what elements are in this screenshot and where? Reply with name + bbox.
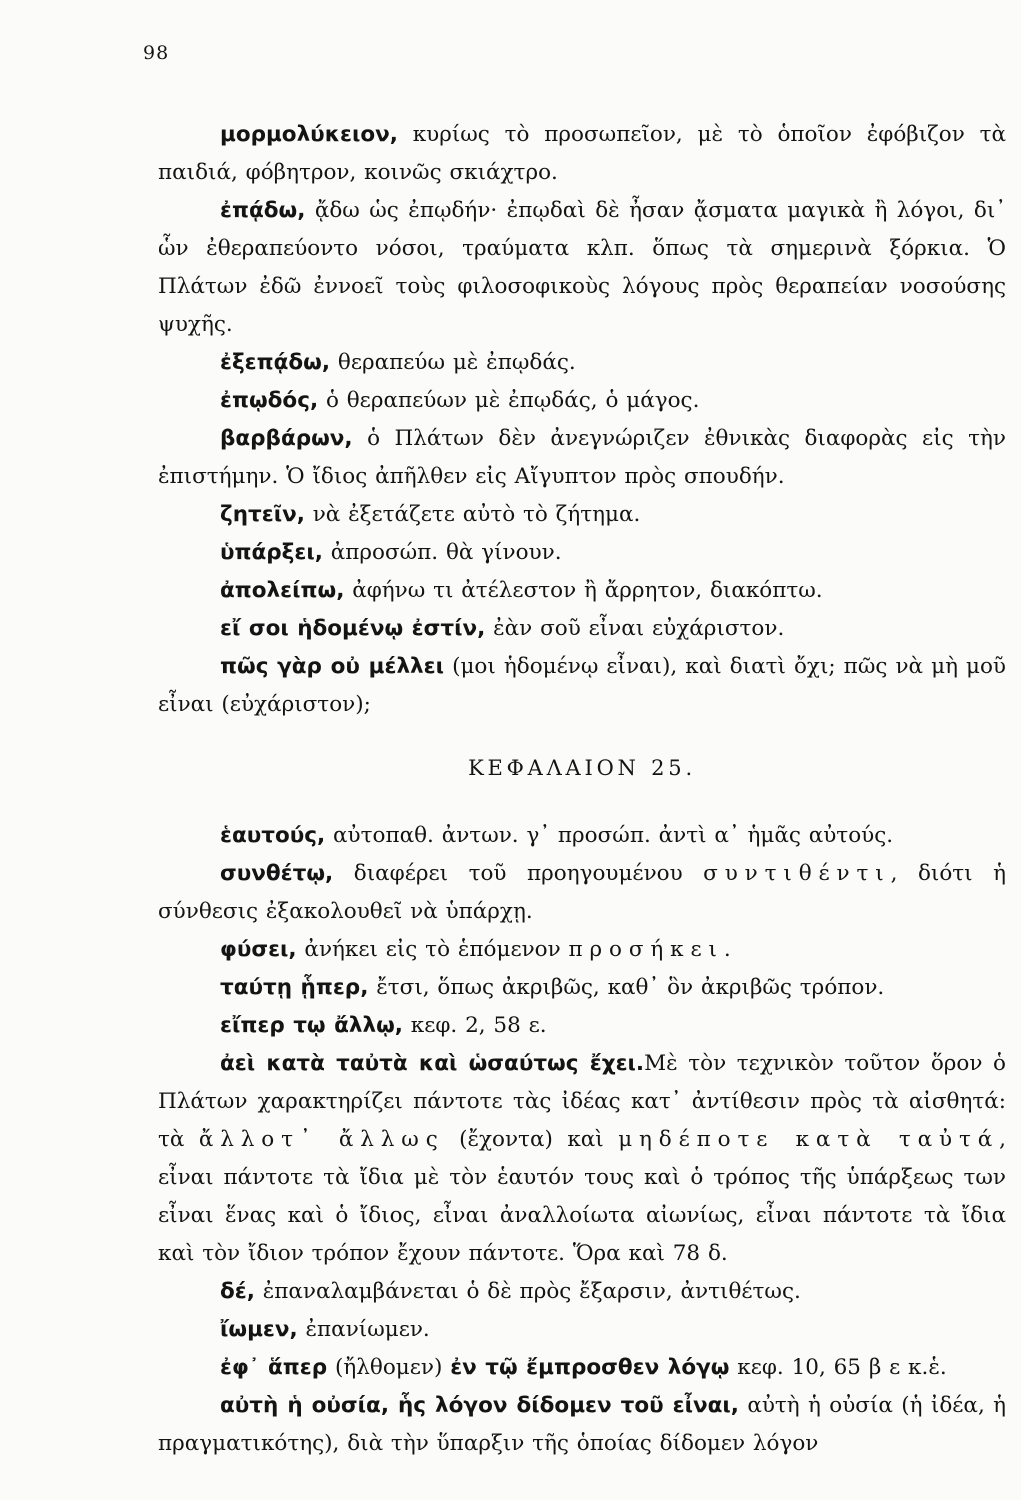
spaced-term: ἄλλοτ᾿ ἄλλως bbox=[198, 1127, 445, 1152]
lemma: ζητεῖν, bbox=[220, 502, 305, 527]
glossary-entry bbox=[158, 1007, 1006, 1045]
glossary-entry bbox=[158, 1045, 1006, 1273]
definition: κεφ. 2, 58 ε. bbox=[402, 1013, 547, 1038]
lemma: ἐξεπᾴδω, bbox=[220, 350, 331, 375]
lemma: ἴωμεν, bbox=[220, 1317, 298, 1342]
lemma: αὐτὴ ἡ οὐσία, ἧς λόγον δίδομεν τοῦ εἶναι, bbox=[220, 1393, 739, 1418]
glossary-entry bbox=[158, 572, 1006, 610]
definition: Μὲ τὸν τεχνικὸν τοῦτον ὅρον ὁ Πλάτων χαρακτηρίζει πάντοτε τὰς ἰδέας κατ᾿ ἀντίθεσιν πρὸς τὰ αἰσθητά: τὰ bbox=[158, 1051, 1006, 1152]
lemma: ὑπάρξει, bbox=[220, 540, 323, 565]
lemma: πῶς γὰρ οὐ μέλλει bbox=[220, 654, 445, 679]
lemma: ἐπᾴδω, bbox=[220, 198, 306, 223]
lemma: ἀεὶ κατὰ ταὐτὰ καὶ ὡσαύτως ἔχει. bbox=[220, 1051, 645, 1076]
glossary-text bbox=[158, 116, 1006, 1463]
lemma: βαρβάρων, bbox=[220, 426, 353, 451]
glossary-entry bbox=[158, 382, 1006, 420]
definition: ὁ θεραπεύων μὲ ἐπῳδάς, ὁ μάγος. bbox=[318, 388, 700, 413]
lemma: εἴ σοι ἡδομένῳ ἐστίν, bbox=[220, 616, 486, 641]
definition: ἀνήκει εἰς τὸ ἑπόμενον bbox=[296, 937, 569, 962]
lemma: εἴπερ τῳ ἄλλῳ, bbox=[220, 1013, 403, 1038]
definition: αὐτοπαθ. ἀντων. γ᾿ προσώπ. ἀντὶ α᾿ ἡμᾶς αὐτούς. bbox=[325, 823, 894, 848]
lemma: ἑαυτούς, bbox=[220, 823, 326, 848]
glossary-entry bbox=[158, 534, 1006, 572]
definition: (μοι ἡδομένῳ εἶναι), καὶ διατὶ ὄχι; πῶς νὰ μὴ μοῦ εἶναι (εὐχάριστον); bbox=[158, 654, 1006, 717]
definition: διαφέρει τοῦ προηγουμένου bbox=[333, 861, 704, 886]
glossary-entry bbox=[158, 116, 1006, 192]
definition: ὁ Πλάτων δὲν ἀνεγνώριζεν ἐθνικὰς διαφορὰς εἰς τὴν ἐπιστήμην. Ὁ ἴδιος ἀπῆλθεν εἰς Αἴγυπτον πρὸς σπουδήν. bbox=[158, 426, 1006, 489]
glossary-entry bbox=[158, 817, 1006, 855]
definition: αὐτὴ ἡ οὐσία (ἡ ἰδέα, ἡ πραγματικότης), διὰ τὴν ὕπαρξιν τῆς ὁποίας δίδομεν λόγον bbox=[158, 1393, 1007, 1456]
definition: ἔτσι, ὅπως ἀκριβῶς, καθ᾿ ὃν ἀκριβῶς τρόπον. bbox=[368, 975, 885, 1000]
definition: ἐὰν σοῦ εἶναι εὐχάριστον. bbox=[485, 616, 785, 641]
definition: ἐπαναλαμβάνεται ὁ δὲ πρὸς ἔξαρσιν, ἀντιθέτως. bbox=[254, 1279, 801, 1304]
glossary-entry bbox=[158, 192, 1006, 344]
lemma: συνθέτῳ, bbox=[220, 861, 334, 886]
lemma: φύσει, bbox=[220, 937, 297, 962]
glossary-entry bbox=[158, 1349, 1006, 1387]
glossary-entry bbox=[158, 648, 1006, 724]
definition: (ἔχοντα) καὶ bbox=[444, 1127, 619, 1152]
glossary-entry bbox=[158, 1273, 1006, 1311]
glossary-entry bbox=[158, 344, 1006, 382]
glossary-entry bbox=[158, 931, 1006, 969]
lemma: μορμολύκειον, bbox=[220, 122, 398, 147]
definition: (ἤλθομεν) bbox=[327, 1355, 451, 1380]
glossary-entry bbox=[158, 420, 1006, 496]
spaced-term: συντιθέντι bbox=[703, 861, 891, 886]
lemma: ταύτῃ ᾗπερ, bbox=[220, 975, 369, 1000]
lemma: ἀπολείπω, bbox=[220, 578, 345, 603]
lemma: ἐφ᾿ ἅπερ bbox=[220, 1355, 328, 1380]
lemma: ἐπῳδός, bbox=[220, 388, 319, 413]
definition: ἀπροσώπ. θὰ γίνουν. bbox=[322, 540, 562, 565]
lemma: ἐν τῷ ἔμπροσθεν λόγῳ bbox=[450, 1355, 730, 1380]
definition: ἐπανίωμεν. bbox=[297, 1317, 430, 1342]
definition: κυρίως τὸ προσωπεῖον, μὲ τὸ ὁποῖον ἐφόβιζον τὰ παιδιά, φόβητρον, κοινῶς σκιάχτρο. bbox=[158, 122, 1006, 185]
glossary-entry bbox=[158, 1311, 1006, 1349]
chapter-heading: ΚΕΦΑΛΑΙΟΝ 25. bbox=[468, 756, 696, 780]
lemma: δέ, bbox=[220, 1279, 255, 1304]
definition: ᾄδω ὡς ἐπῳδήν· ἐπῳδαὶ δὲ ἦσαν ᾄσματα μαγικὰ ἢ λόγοι, δι᾿ ὧν ἐθεραπεύοντο νόσοι, τραύματα κλπ. ὅπως τὰ σημερινὰ ξόρκια. Ὁ Πλάτων ἐδῶ ἐννοεῖ τοὺς φιλοσοφικοὺς λόγους πρὸς θεραπείαν νοσούσης ψυχῆς. bbox=[158, 198, 1006, 337]
definition: θεραπεύω μὲ ἐπῳδάς. bbox=[330, 350, 576, 375]
definition: , εἶναι πάντοτε τὰ ἴδια μὲ τὸν ἑαυτόν τους καὶ ὁ τρόπος τῆς ὑπάρξεως των εἶναι ἕνας καὶ ὁ ἴδιος, εἶναι ἀναλλοίωτα αἰωνίως, εἶναι πάντοτε τὰ ἴδια καὶ τὸν ἴδιον τρόπον ἔχουν πάντοτε. Ὅρα καὶ 78 δ. bbox=[158, 1127, 1006, 1266]
definition: . bbox=[723, 937, 731, 962]
glossary-entry bbox=[158, 969, 1006, 1007]
spaced-term: προσήκει bbox=[568, 937, 724, 962]
definition: νὰ ἐξετάζετε αὐτὸ τὸ ζήτημα. bbox=[304, 502, 641, 527]
definition: ἀφήνω τι ἀτέλεστον ἢ ἄρρητον, διακόπτω. bbox=[344, 578, 823, 603]
definition: κεφ. 10, 65 β ε κ.ἑ. bbox=[729, 1355, 947, 1380]
page-number: 98 bbox=[143, 42, 170, 64]
glossary-entry bbox=[158, 496, 1006, 534]
glossary-entry bbox=[158, 855, 1006, 931]
spaced-term: μηδέποτε κατὰ ταὐτά bbox=[618, 1127, 1000, 1152]
glossary-entry bbox=[158, 610, 1006, 648]
glossary-entry bbox=[158, 1387, 1006, 1463]
definition: , διότι ἡ σύνθεσις ἐξακολουθεῖ νὰ ὑπάρχῃ. bbox=[158, 861, 1006, 924]
